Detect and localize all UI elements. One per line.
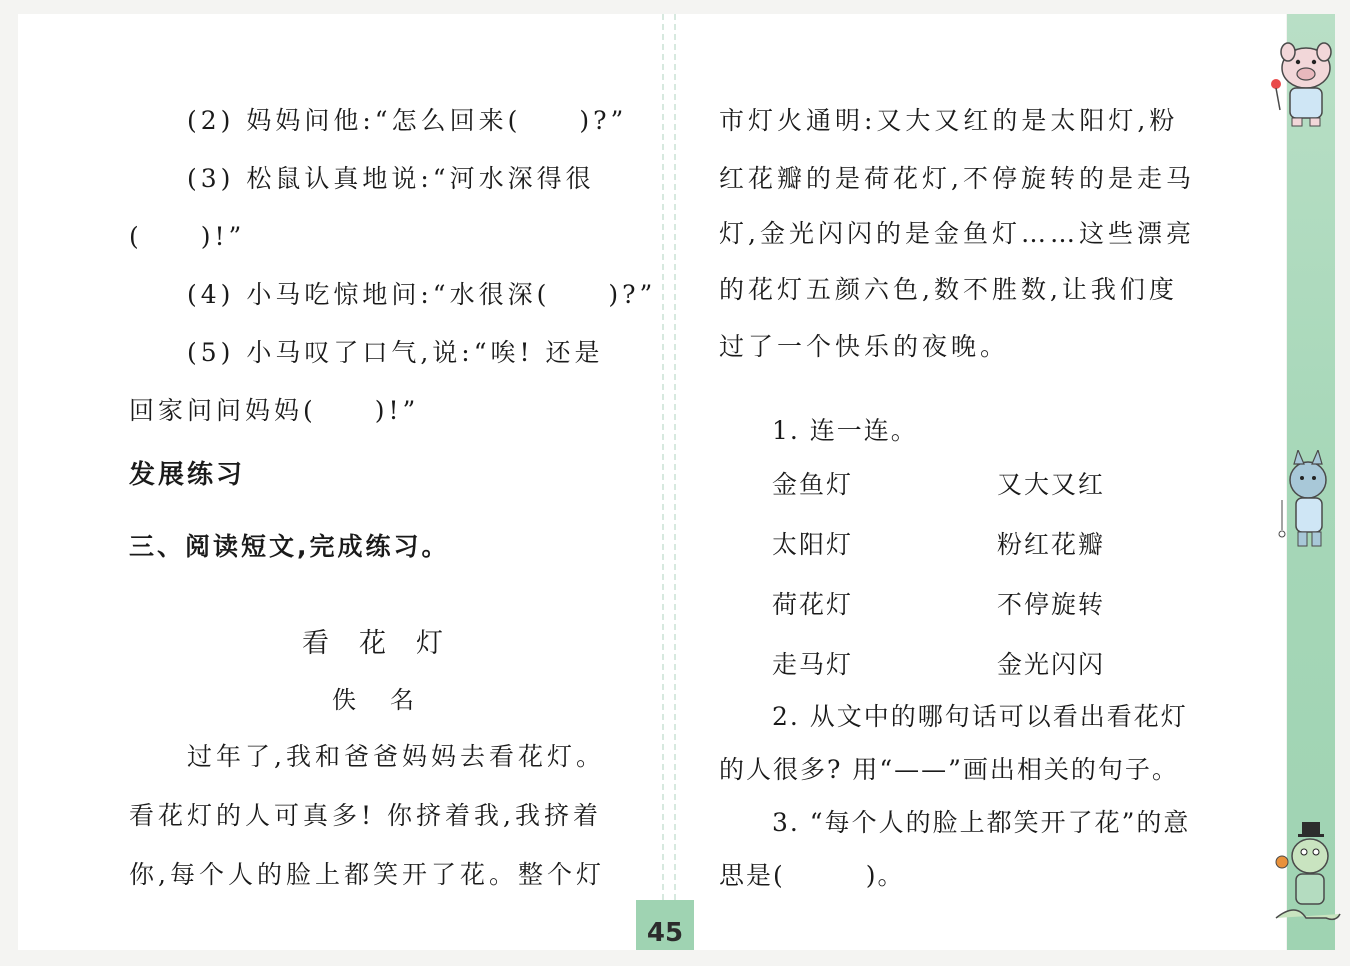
story-line: 过了一个快乐的夜晚。 xyxy=(719,332,1010,361)
match-right-item: 不停旋转 xyxy=(997,590,1106,619)
page-gutter xyxy=(662,14,676,950)
exercise-line-3: (3) 松鼠认真地说:“河水深得很 xyxy=(187,164,595,193)
story-line: 灯,金光闪闪的是金鱼灯……这些漂亮 xyxy=(719,219,1195,248)
match-right-item: 粉红花瓣 xyxy=(997,530,1106,559)
question-2-line: 的人很多? 用“——”画出相关的句子。 xyxy=(719,755,1179,784)
exercise-line-4: (4) 小马吃惊地问:“水很深( )?” xyxy=(187,280,657,309)
exercise-line-5: (5) 小马叹了口气,说:“唉! 还是 xyxy=(187,338,604,367)
match-left-item: 走马灯 xyxy=(772,650,854,679)
match-left-item: 荷花灯 xyxy=(772,590,854,619)
section-heading: 发展练习 xyxy=(129,460,246,490)
question-2-line: 2. 从文中的哪句话可以看出看花灯 xyxy=(772,702,1188,731)
match-left-item: 太阳灯 xyxy=(772,530,854,559)
match-right-item: 又大又红 xyxy=(997,470,1106,499)
match-left-item: 金鱼灯 xyxy=(772,470,854,499)
story-line: 市灯火通明:又大又红的是太阳灯,粉 xyxy=(719,106,1179,135)
match-right-item: 金光闪闪 xyxy=(997,650,1106,679)
exercise-line-5-cont: 回家问问妈妈( )!” xyxy=(129,396,420,425)
wolf-mascot-icon xyxy=(1272,450,1342,560)
question-3-line: 3. “每个人的脸上都笑开了花”的意 xyxy=(772,808,1191,837)
question-3-line: 思是( )。 xyxy=(719,861,905,890)
story-author: 佚名 xyxy=(332,686,448,714)
story-line: 红花瓣的是荷花灯,不停旋转的是走马 xyxy=(719,164,1195,193)
story-line: 看花灯的人可真多! 你挤着我,我挤着 xyxy=(129,801,602,830)
page-number: 45 xyxy=(636,900,694,950)
story-title: 看花灯 xyxy=(302,628,473,659)
story-line: 你,每个人的脸上都笑开了花。整个灯 xyxy=(129,860,605,889)
story-line: 的花灯五颜六色,数不胜数,让我们度 xyxy=(719,275,1178,304)
exercise-line-2: (2) 妈妈问他:“怎么回来( )?” xyxy=(187,106,628,135)
task-heading: 三、阅读短文,完成练习。 xyxy=(129,532,450,561)
exercise-line-3-cont: ( )!” xyxy=(129,222,246,251)
pig-mascot-icon xyxy=(1262,30,1342,130)
question-1-label: 1. 连一连。 xyxy=(772,416,918,445)
fox-mascot-icon xyxy=(1266,822,1342,932)
story-line: 过年了,我和爸爸妈妈去看花灯。 xyxy=(187,742,605,771)
